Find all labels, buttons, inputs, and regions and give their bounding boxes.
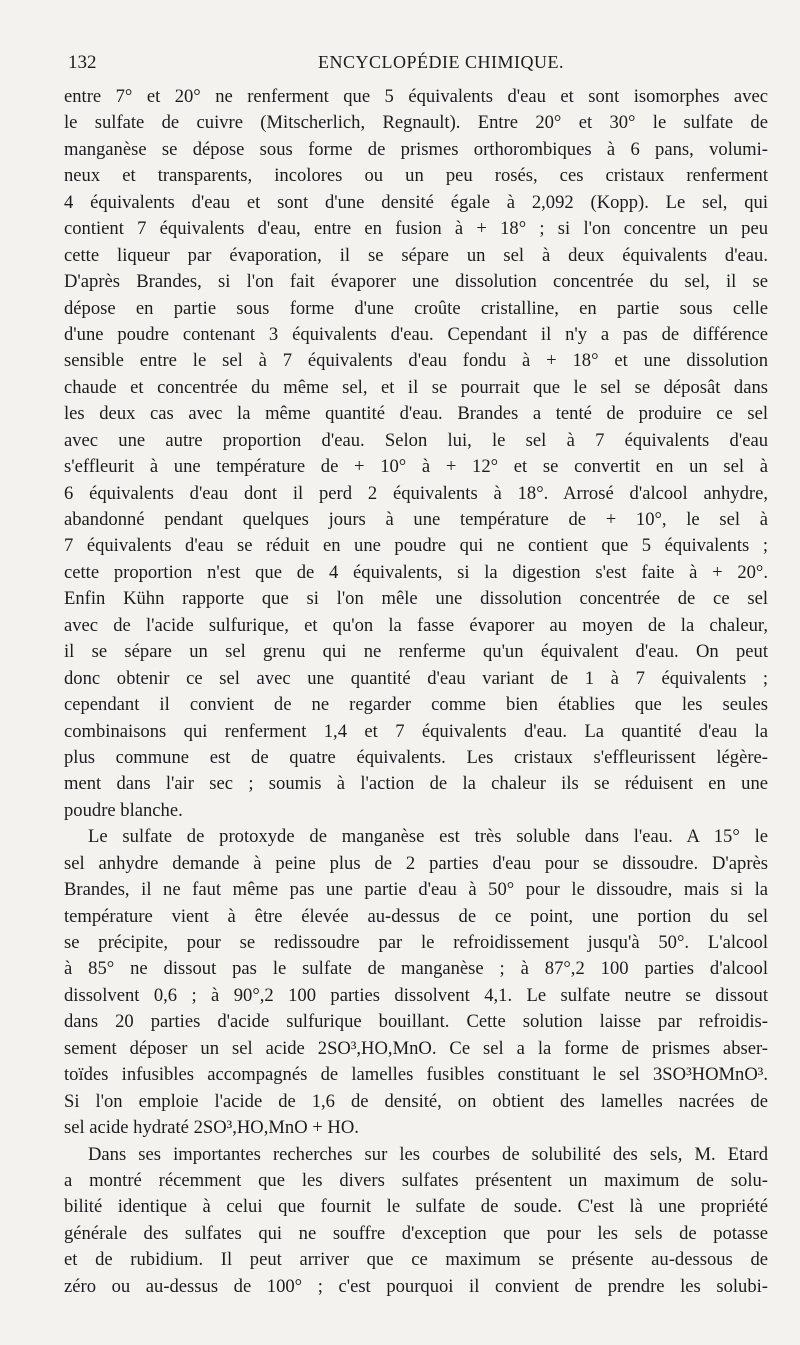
text-line: entre 7° et 20° ne renferment que 5 équivalents d'eau et sont isomorphes avec bbox=[64, 86, 768, 107]
text-line: Dans ses importantes recherches sur les courbes de solubilité des sels, M. Etard bbox=[88, 1143, 768, 1165]
text-line: dissolvent 0,6 ; à 90°,2 100 parties dissolvent 4,1. Le sulfate neutre se dissout bbox=[64, 984, 768, 1006]
text-line: bilité identique à celui que fournit le sulfate de soude. C'est là une propriété bbox=[64, 1196, 768, 1218]
text-line: se précipite, pour se redissoudre par le refroidissement jusqu'à 50°. L'alcool bbox=[64, 932, 768, 953]
text-line: il se sépare un sel grenu qui ne renferme qu'un équivalent d'eau. On peut bbox=[64, 641, 768, 663]
text-line: combinaisons qui renferment 1,4 et 7 équivalents d'eau. La quantité d'eau la bbox=[64, 720, 768, 742]
text-line: à 85° ne dissout pas le sulfate de manganèse ; à 87°,2 100 parties d'alcool bbox=[64, 958, 768, 980]
text-line: contient 7 équivalents d'eau, entre en fusion à + 18° ; si l'on concentre un peu bbox=[64, 218, 768, 240]
text-line: sel anhydre demande à peine plus de 2 parties d'eau pour se dissoudre. D'après bbox=[64, 852, 768, 874]
text-line: sement déposer un sel acide 2SO³,HO,MnO. Ce sel a la forme de prismes abser- bbox=[64, 1037, 768, 1059]
text-line: chaude et concentrée du même sel, et il se pourrait que le sel se déposât dans bbox=[64, 376, 768, 398]
text-line: avec une autre proportion d'eau. Selon lui, le sel à 7 équivalents d'eau bbox=[64, 429, 768, 451]
text-line: poudre blanche. bbox=[64, 799, 183, 821]
text-line: plus commune est de quatre équivalents. Les cristaux s'effleurissent légère- bbox=[64, 746, 768, 768]
text-line: 6 équivalents d'eau dont il perd 2 équivalents à 18°. Arrosé d'alcool anhydre, bbox=[64, 482, 768, 504]
running-title: ENCYCLOPÉDIE CHIMIQUE. bbox=[318, 52, 564, 72]
text-line: toïdes infusibles accompagnés de lamelles fusibles constituant le sel 3SO³HOMnO³. bbox=[64, 1064, 768, 1086]
text-line: s'effleurit à une température de + 10° à + 12° et se convertit en un sel à bbox=[64, 456, 768, 478]
text-line: le sulfate de cuivre (Mitscherlich, Regnault). Entre 20° et 30° le sulfate de bbox=[64, 112, 768, 134]
text-line: d'une poudre contenant 3 équivalents d'eau. Cependant il n'y a pas de différence bbox=[64, 323, 768, 345]
text-line: Enfin Kühn rapporte que si l'on mêle une dissolution concentrée de ce sel bbox=[64, 588, 768, 610]
text-line: les deux cas avec la même quantité d'eau. Brandes a tenté de produire ce sel bbox=[64, 403, 768, 425]
text-line: 7 équivalents d'eau se réduit en une poudre qui ne contient que 5 équivalents ; bbox=[64, 535, 768, 557]
text-line: cette liqueur par évaporation, il se sépare un sel à deux équivalents d'eau. bbox=[64, 244, 768, 266]
text-line: cependant il convient de ne regarder comme bien établies que les seules bbox=[64, 694, 768, 716]
text-line: dépose en partie sous forme d'une croûte cristalline, en partie sous celle bbox=[64, 297, 768, 319]
text-line: température vient à être élevée au-dessus de ce point, une portion du sel bbox=[64, 905, 768, 927]
text-line: donc obtenir ce sel avec une quantité d'eau variant de 1 à 7 équivalents ; bbox=[64, 667, 768, 689]
body-text bbox=[64, 84, 768, 1300]
text-line: Si l'on emploie l'acide de 1,6 de densité, on obtient des lamelles nacrées de bbox=[64, 1090, 768, 1112]
text-line: 4 équivalents d'eau et sont d'une densité égale à 2,092 (Kopp). Le sel, qui bbox=[64, 191, 768, 213]
text-line: manganèse se dépose sous forme de prismes orthorombiques à 6 pans, volumi- bbox=[64, 138, 768, 160]
text-line: ment dans l'air sec ; soumis à l'action de la chaleur ils se réduisent en une bbox=[64, 773, 768, 795]
text-line: a montré récemment que les divers sulfates présentent un maximum de solu- bbox=[64, 1169, 768, 1191]
text-line: dans 20 parties d'acide sulfurique bouillant. Cette solution laisse par refroidis- bbox=[64, 1011, 768, 1033]
text-line: Brandes, il ne faut même pas une partie d'eau à 50° pour le dissoudre, mais si la bbox=[64, 879, 768, 901]
page-number: 132 bbox=[68, 52, 97, 73]
text-line: sel acide hydraté 2SO³,HO,MnO + HO. bbox=[64, 1117, 359, 1139]
text-line: Le sulfate de protoxyde de manganèse est très soluble dans l'eau. A 15° le bbox=[88, 826, 768, 848]
text-line: zéro ou au-dessus de 100° ; c'est pourquoi il convient de prendre les solubi- bbox=[64, 1275, 768, 1297]
text-line: générale des sulfates qui ne souffre d'exception que pour les sels de potasse bbox=[64, 1222, 768, 1244]
text-line: avec de l'acide sulfurique, et qu'on la fasse évaporer au moyen de la chaleur, bbox=[64, 614, 768, 636]
text-line: et de rubidium. Il peut arriver que ce maximum se présente au-dessous de bbox=[64, 1249, 768, 1271]
text-line: abandonné pendant quelques jours à une température de + 10°, le sel à bbox=[64, 509, 768, 530]
page-header bbox=[68, 52, 768, 82]
text-line: D'après Brandes, si l'on fait évaporer une dissolution concentrée du sel, il se bbox=[64, 271, 768, 293]
text-line: sensible entre le sel à 7 équivalents d'eau fondu à + 18° et une dissolution bbox=[64, 350, 768, 372]
text-line: cette proportion n'est que de 4 équivalents, si la digestion s'est faite à + 20°. bbox=[64, 561, 768, 583]
text-line: neux et transparents, incolores ou un peu rosés, ces cristaux renferment bbox=[64, 165, 768, 187]
